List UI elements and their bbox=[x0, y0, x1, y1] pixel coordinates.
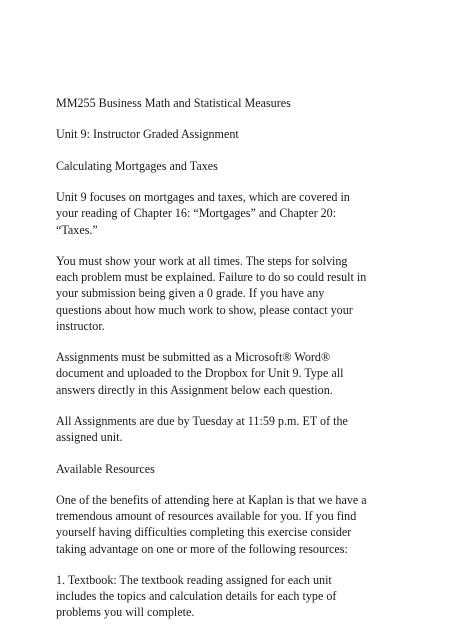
text-line: answers directly in this Assignment below each question. bbox=[56, 382, 333, 397]
due-date-paragraph bbox=[56, 413, 446, 445]
text-line: All Assignments are due by Tuesday at 11:59 p.m. ET of the bbox=[56, 413, 348, 428]
text-line: assigned unit. bbox=[56, 430, 123, 445]
show-work-paragraph bbox=[56, 253, 446, 334]
assignment-title bbox=[56, 158, 446, 174]
resources-heading bbox=[56, 461, 446, 477]
text-line: Assignments must be submitted as a Microsoft® Word® bbox=[56, 350, 331, 365]
text-line: each problem must be explained. Failure to do so could result in bbox=[56, 270, 367, 285]
text-line: Available Resources bbox=[56, 461, 155, 476]
text-line: yourself having difficulties completing this exercise consider bbox=[56, 525, 352, 540]
document-body bbox=[56, 95, 446, 636]
text-line: your submission being given a 0 grade. If you have any bbox=[56, 286, 325, 301]
submission-paragraph bbox=[56, 349, 446, 398]
text-line: instructor. bbox=[56, 318, 105, 333]
textbook-resource-item bbox=[56, 572, 446, 621]
text-line: taking advantage on one or more of the following resources: bbox=[56, 541, 348, 556]
resources-paragraph bbox=[56, 492, 446, 557]
text-line: problems you will complete. bbox=[56, 605, 195, 620]
text-line: document and uploaded to the Dropbox for Unit 9. Type all bbox=[56, 366, 344, 381]
text-line: Calculating Mortgages and Taxes bbox=[56, 158, 218, 173]
text-line: “Taxes.” bbox=[56, 222, 98, 237]
text-line: 1. Textbook: The textbook reading assigned for each unit bbox=[56, 572, 332, 587]
unit-focus-paragraph bbox=[56, 189, 446, 238]
course-title bbox=[56, 95, 446, 111]
unit-heading bbox=[56, 126, 446, 142]
text-line: One of the benefits of attending here at Kaplan is that we have a bbox=[56, 492, 367, 507]
text-line: You must show your work at all times. The steps for solving bbox=[56, 253, 348, 268]
text-line: Unit 9: Instructor Graded Assignment bbox=[56, 127, 239, 142]
text-line: includes the topics and calculation details for each type of bbox=[56, 589, 337, 604]
text-line: MM255 Business Math and Statistical Measures bbox=[56, 96, 291, 110]
text-line: tremendous amount of resources available for you. If you find bbox=[56, 509, 357, 524]
text-line: questions about how much work to show, please contact your bbox=[56, 302, 353, 317]
text-line: Unit 9 focuses on mortgages and taxes, which are covered in bbox=[56, 190, 350, 205]
text-line: your reading of Chapter 16: “Mortgages” and Chapter 20: bbox=[56, 206, 337, 221]
